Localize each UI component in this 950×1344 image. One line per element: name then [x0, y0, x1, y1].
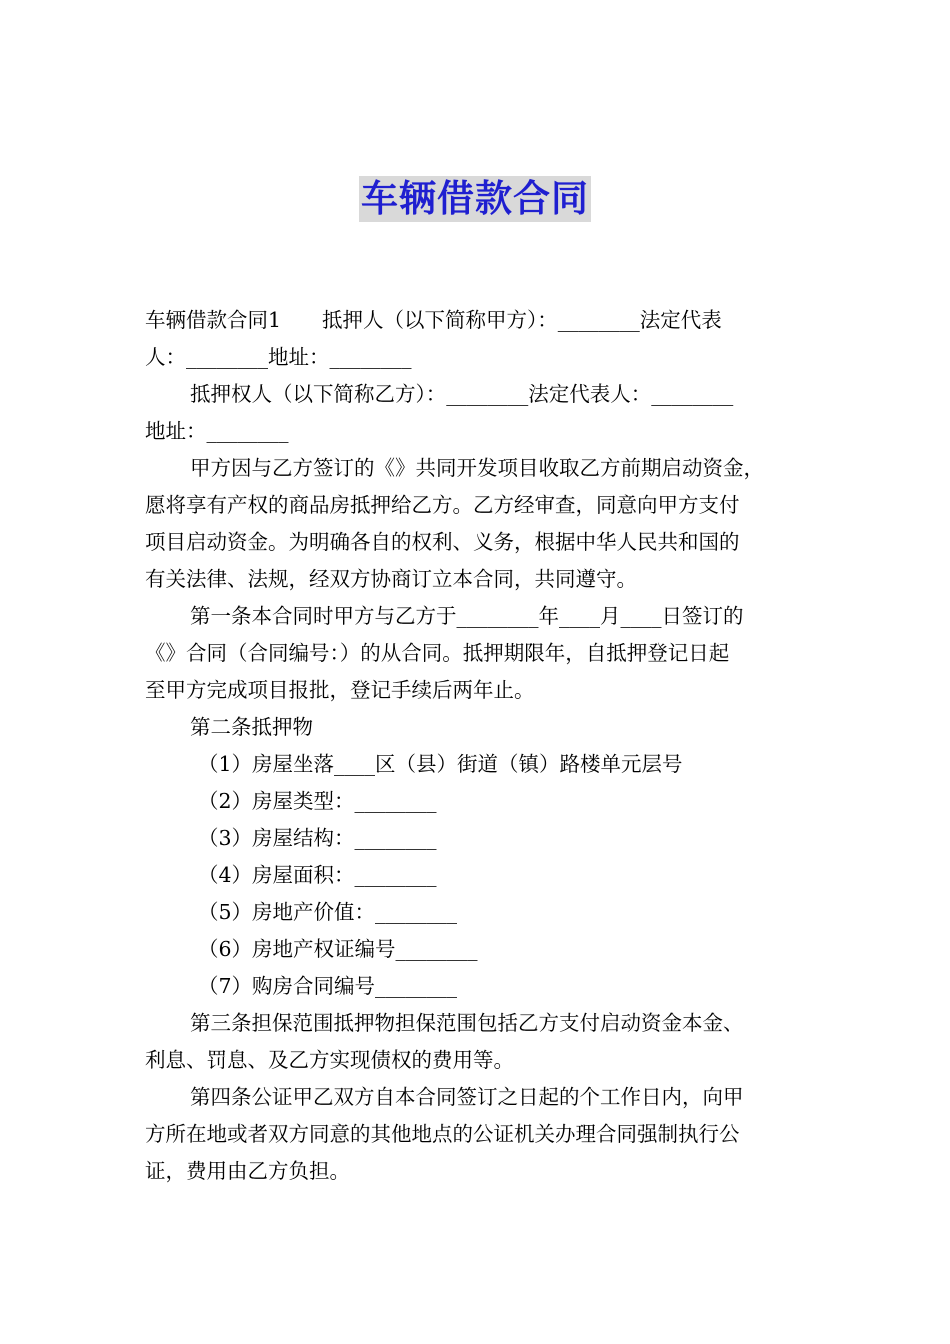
- list-item: （4）房屋面积：________: [198, 863, 437, 887]
- paragraph-line: 《》合同（合同编号：）的从合同。抵押期限年，自抵押登记日起: [145, 641, 730, 665]
- paragraph-line: 车辆借款合同1 抵押人（以下简称甲方）：________法定代表: [145, 308, 722, 332]
- paragraph-line: 愿将享有产权的商品房抵押给乙方。乙方经审查，同意向甲方支付: [145, 493, 740, 517]
- paragraph-line: 甲方因与乙方签订的《》共同开发项目收取乙方前期启动资金，: [190, 456, 764, 480]
- paragraph-line: 证，费用由乙方负担。: [145, 1159, 350, 1183]
- list-item: （5）房地产价值：________: [198, 900, 458, 924]
- paragraph-line: 地址：________: [145, 419, 289, 443]
- list-item: （3）房屋结构：________: [198, 826, 437, 850]
- list-item: （7）购房合同编号________: [198, 974, 458, 998]
- list-item: （1）房屋坐落____区（县）街道（镇）路楼单元层号: [198, 752, 683, 776]
- document-body: [145, 302, 810, 1190]
- paragraph-line: 有关法律、法规，经双方协商订立本合同，共同遵守。: [145, 567, 637, 591]
- section-heading: 第二条抵押物: [190, 715, 313, 739]
- paragraph-line: 第三条担保范围抵押物担保范围包括乙方支付启动资金本金、: [190, 1011, 744, 1035]
- paragraph-line: 项目启动资金。为明确各自的权利、义务，根据中华人民共和国的: [145, 530, 740, 554]
- paragraph-line: 至甲方完成项目报批，登记手续后两年止。: [145, 678, 535, 702]
- title-container: [0, 176, 950, 222]
- paragraph-line: 第一条本合同时甲方与乙方于________年____月____日签订的: [190, 604, 744, 628]
- paragraph-line: 利息、罚息、及乙方实现债权的费用等。: [145, 1048, 514, 1072]
- paragraph-line: 方所在地或者双方同意的其他地点的公证机关办理合同强制执行公: [145, 1122, 740, 1146]
- paragraph-line: 人：________地址：________: [145, 345, 412, 369]
- paragraph-line: 第四条公证甲乙双方自本合同签订之日起的个工作日内，向甲: [190, 1085, 744, 1109]
- list-item: （2）房屋类型：________: [198, 789, 437, 813]
- list-item: （6）房地产权证编号________: [198, 937, 478, 961]
- paragraph-line: 抵押权人（以下简称乙方）：________法定代表人：________: [190, 382, 734, 406]
- document-title: 车辆借款合同: [361, 177, 589, 220]
